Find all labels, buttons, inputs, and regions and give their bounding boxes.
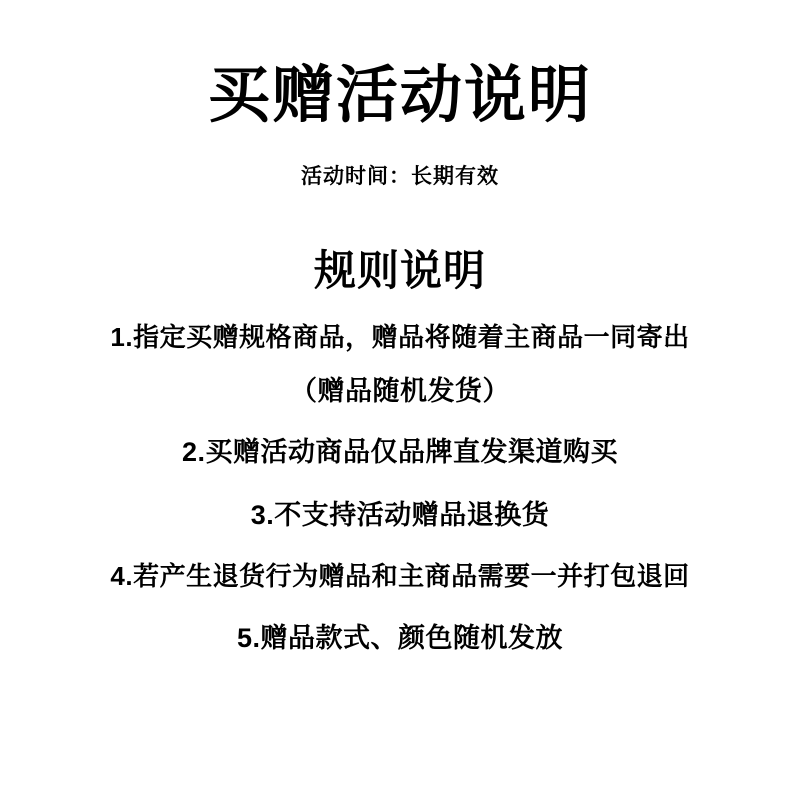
list-item: 1.指定买赠规格商品，赠品将随着主商品一同寄出 [110, 322, 690, 353]
list-item: 5.赠品款式、颜色随机发放 [236, 623, 564, 654]
rules-list [0, 320, 800, 683]
list-item: 4.若产生退货行为赠品和主商品需要一并打包退回 [110, 561, 690, 592]
list-item: 2.买赠活动商品仅品牌直发渠道购买 [181, 437, 619, 468]
page-title: 买赠活动说明 [207, 61, 592, 130]
activity-period-text: 活动时间：长期有效 [301, 165, 499, 189]
rules-section-title: 规则说明 [313, 247, 486, 295]
list-item: 3.不支持活动赠品退换货 [250, 499, 550, 530]
list-item: （赠品随机发货） [290, 376, 510, 407]
